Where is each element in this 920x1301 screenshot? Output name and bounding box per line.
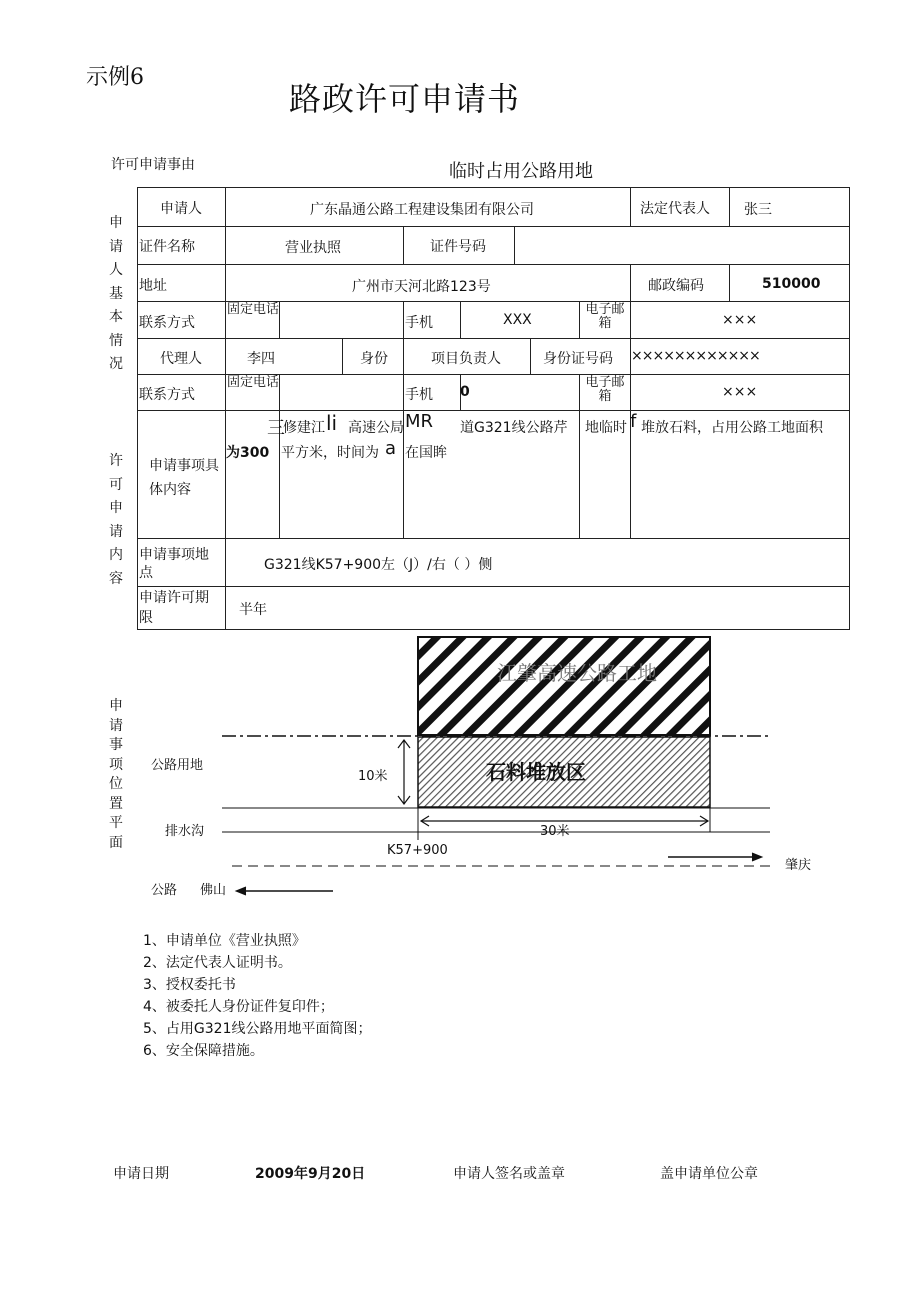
content-frag-3: li <box>326 411 338 435</box>
applicant-mobile-label: 手机 <box>405 315 433 331</box>
agent-email-label: 电子邮箱 <box>585 375 625 404</box>
cert-no-label: 证件号码 <box>430 239 486 255</box>
content-frag-10: 为300 <box>226 445 270 461</box>
agent-identity-value: 项目负责人 <box>431 351 501 367</box>
content-frag-6: 道G321线公路芹 <box>460 420 568 436</box>
content-frag-2: 修建江 <box>283 420 325 436</box>
agent-label: 代理人 <box>160 351 202 367</box>
content-label: 申请事项具体内容 <box>149 458 219 498</box>
legal-rep-value: 张三 <box>744 202 772 218</box>
signature-label: 申请人签名或盖章 <box>453 1166 565 1182</box>
applicant-name-label: 申请人 <box>160 201 202 217</box>
applicant-mobile-value: XXX <box>503 312 532 328</box>
legal-rep-label: 法定代表人 <box>640 201 710 217</box>
zhaoqing-label: 肇庆 <box>785 858 812 873</box>
applicant-email-label: 电子邮箱 <box>585 302 625 331</box>
depth-label: 10米 <box>358 769 388 784</box>
attachment-item: 3、授权委托书 <box>143 977 236 993</box>
agent-identity-label: 身份 <box>360 351 388 367</box>
attachment-item: 4、被委托人身份证件复印件； <box>143 999 334 1015</box>
content-frag-5: MR <box>405 411 434 432</box>
side-label-plan: 申请事项位置平面 <box>109 698 123 851</box>
applicant-contact-label: 联系方式 <box>139 315 195 331</box>
agent-name: 李四 <box>247 351 275 367</box>
length-label: 30米 <box>540 824 570 839</box>
postal-value: 510000 <box>762 276 821 292</box>
seal-label: 盖申请单位公章 <box>660 1166 758 1182</box>
date-value: 2009年9月20日 <box>255 1166 366 1182</box>
attachment-item: 6、安全保障措施。 <box>143 1043 264 1059</box>
content-frag-12: a <box>385 438 397 459</box>
address-value: 广州市天河北路123号 <box>352 279 491 295</box>
example-label: 示例6 <box>86 65 144 90</box>
attachment-item: 1、申请单位《营业执照》 <box>143 933 306 949</box>
attachment-item: 2、法定代表人证明书。 <box>143 955 292 971</box>
agent-contact-label: 联系方式 <box>139 387 195 403</box>
attachments-list <box>143 930 371 1062</box>
content-frag-13: 在国眸 <box>405 445 447 461</box>
matter-label: 许可申请事由 <box>111 157 195 173</box>
agent-mobile-value: 0 <box>460 384 470 400</box>
applicant-phone-label: 固定电话 <box>227 302 280 317</box>
postal-label: 邮政编码 <box>648 278 704 294</box>
stockpile-label: 石料堆放区 <box>486 760 586 784</box>
road-land-label: 公路用地 <box>151 758 204 773</box>
agent-phone-label: 固定电话 <box>227 375 280 390</box>
applicant-name-value: 广东晶通公路工程建设集团有限公司 <box>310 202 534 218</box>
matter-value: 临时占用公路用地 <box>449 161 593 182</box>
content-frag-11: 平方米，时间为 <box>281 445 379 461</box>
content-frag-8: f <box>630 411 637 432</box>
date-label: 申请日期 <box>113 1166 169 1182</box>
page-title: 路政许可申请书 <box>289 80 521 118</box>
period-value: 半年 <box>239 602 267 618</box>
construction-site-area <box>418 637 710 735</box>
cert-name-label: 证件名称 <box>139 239 195 255</box>
content-frag-7: 地临时 <box>585 420 627 436</box>
applicant-email-value: ××× <box>722 312 758 328</box>
content-frag-1: 三 <box>267 418 285 439</box>
content-frag-4: 高速公局 <box>348 420 404 436</box>
cert-name-value: 营业执照 <box>285 240 341 256</box>
agent-id-no-value: ×××××××××××× <box>631 348 760 364</box>
location-value: G321线K57+900左（J）/右（ ）侧 <box>264 557 493 573</box>
content-frag-9: 堆放石料，占用公路工地面积 <box>641 420 823 436</box>
foshan-label: 佛山 <box>200 883 227 898</box>
attachment-item: 5、占用G321线公路用地平面简图； <box>143 1021 372 1037</box>
side-label-applicant: 申请人基本情况 <box>109 215 123 372</box>
side-label-content: 许可申请内容 <box>109 453 123 587</box>
site-label: 江肇高速公路工地 <box>497 661 657 685</box>
agent-email-value: ××× <box>722 384 758 400</box>
location-label: 申请事项地点 <box>139 547 209 581</box>
address-label: 地址 <box>139 278 167 294</box>
drain-label: 排水沟 <box>165 824 205 839</box>
agent-mobile-label: 手机 <box>405 387 433 403</box>
agent-id-no-label: 身份证号码 <box>543 351 613 367</box>
road-label: 公路 <box>151 883 178 898</box>
period-label: 申请许可期限 <box>139 590 209 626</box>
station-label: K57+900 <box>387 843 448 858</box>
